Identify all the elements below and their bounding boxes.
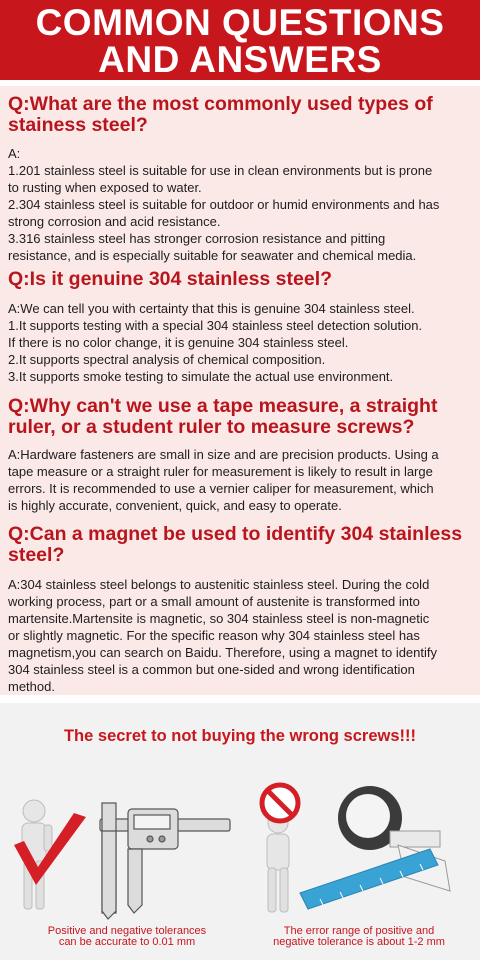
answer-line: 3.316 stainless steel has stronger corrosion resistance and pitting: [8, 231, 386, 246]
answer-line: to rusting when exposed to water.: [8, 180, 202, 195]
answer: [8, 446, 474, 514]
answer-line: method.: [8, 679, 55, 694]
tape-caption: [254, 926, 464, 948]
question-line: stainess steel?: [8, 114, 148, 136]
question: [8, 396, 474, 438]
header-title-line2: AND ANSWERS: [98, 39, 382, 80]
answer-line: 1.It supports testing with a special 304 stainless steel detection solution.: [8, 318, 423, 333]
answer-line: 2.304 stainless steel is suitable for outdoor or humid environments and has: [8, 197, 440, 212]
question-line: Q:What are the most commonly used types of: [8, 93, 433, 115]
answer-line: A:Hardware fasteners are small in size and are precision products. Using a: [8, 447, 439, 462]
figure-icon: [267, 813, 289, 912]
answer-line: A:304 stainless steel belongs to austenitic stainless steel. During the cold: [8, 577, 430, 592]
answer-line: A:We can tell you with certainty that this is genuine 304 stainless steel.: [8, 301, 415, 316]
caliper-caption: [22, 926, 232, 948]
answer-line: 1.201 stainless steel is suitable for use in clean environments but is prone: [8, 163, 433, 178]
caliper-illustration: [0, 773, 240, 923]
answer-line: strong corrosion and acid resistance.: [8, 214, 221, 229]
answer-line: or slightly magnetic. For the specific reason why 304 stainless steel has: [8, 628, 420, 643]
prohibited-icon: [262, 785, 298, 821]
caption-line: can be accurate to 0.01 mm: [58, 936, 196, 948]
caption-line: Positive and negative tolerances: [47, 925, 207, 937]
answer: [8, 145, 474, 264]
answer-line: 304 stainless steel is a common but one-sided and wrong identification: [8, 662, 415, 677]
answer: [8, 576, 474, 695]
question-line: Q:Can a magnet be used to identify 304 stainless: [8, 523, 463, 545]
page-header: [0, 0, 480, 80]
answer-line: errors. It is recommended to use a vernier caliper for measurement, which: [8, 481, 434, 496]
question-line: Q:Is it genuine 304 stainless steel?: [8, 268, 333, 290]
tape-ruler-illustration: [240, 773, 480, 923]
caption-line: negative tolerance is about 1-2 mm: [273, 936, 445, 948]
faq-item-genuine-304: [8, 269, 474, 385]
question: [8, 524, 474, 566]
vernier-caliper-icon: [100, 803, 230, 919]
question: [8, 94, 474, 136]
answer: [8, 300, 474, 385]
answer-line: is highly accurate, convenient, quick, and easy to operate.: [8, 498, 342, 513]
answer-line: martensite.Martensite is magnetic, so 304 stainless steel is non-magnetic: [8, 611, 430, 626]
faq-panel: [0, 86, 480, 695]
answer-line: 2.It supports spectral analysis of chemical composition.: [8, 352, 326, 367]
faq-item-magnet: [8, 524, 474, 695]
question-line: Q:Why can't we use a tape measure, a straight: [8, 395, 438, 417]
answer-line: A:: [8, 146, 21, 161]
header-title-line1: COMMON QUESTIONS: [35, 2, 445, 43]
answer-line: magnetism,you can search on Baidu. Therefore, using a magnet to identify: [8, 645, 438, 660]
answer-line: working process, part or a small amount of austenite is transformed into: [8, 594, 420, 609]
secret-heading: The secret to not buying the wrong screws!!!: [63, 727, 417, 745]
faq-item-tape-measure: [8, 396, 474, 514]
answer-line: If there is no color change, it is genuine 304 stainless steel.: [8, 335, 349, 350]
faq-item-stainless-types: [8, 94, 474, 264]
caption-line: The error range of positive and: [283, 925, 435, 937]
answer-line: resistance, and is especially suitable for seawater and chemical media.: [8, 248, 417, 263]
answer-line: 3.It supports smoke testing to simulate the actual use environment.: [8, 369, 394, 384]
comparison-section: [0, 703, 480, 960]
answer-line: tape measure or a straight ruler for measurement is likely to result in large: [8, 464, 433, 479]
question-line: ruler, or a student ruler to measure screws?: [8, 416, 415, 438]
question-line: steel?: [8, 544, 65, 566]
question: [8, 269, 474, 290]
